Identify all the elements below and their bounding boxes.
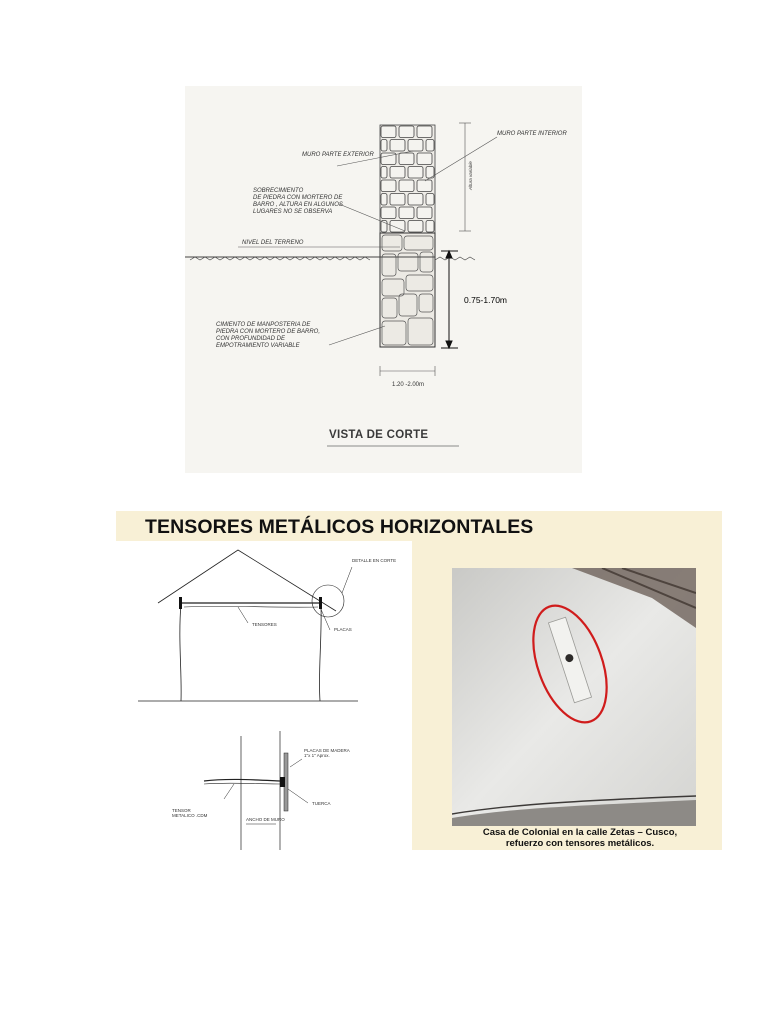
brick [381, 194, 387, 206]
caption-line-1: Casa de Colonial en la calle Zetas – Cusco, [482, 827, 678, 838]
detail-leader [342, 567, 352, 593]
detail-tensor-rod-2 [204, 783, 280, 784]
label-tuerca: TUERCA [312, 801, 331, 806]
section-title: VISTA DE CORTE [329, 429, 429, 441]
brick [417, 207, 432, 219]
brick [417, 180, 432, 192]
wall-photo [452, 568, 696, 826]
label-nivel-terreno: NIVEL DEL TERRENO [242, 240, 304, 246]
brick [399, 207, 414, 219]
brick [408, 194, 423, 206]
brick [399, 126, 414, 138]
label-tensores: TENSORES [252, 622, 277, 627]
brick [408, 221, 423, 233]
foundation-width-label: 1.20 -2.00m [392, 382, 425, 388]
roof-outline [158, 550, 336, 611]
brick [408, 140, 423, 152]
tensors-drawing [108, 541, 412, 850]
photo-caption [460, 827, 700, 849]
brick [381, 126, 396, 138]
label-muro-interior: MURO PARTE INTERIOR [497, 131, 567, 137]
label-tensor-metalico: TENSOR METALICO .CDM [172, 808, 208, 818]
brick [390, 167, 405, 179]
brick [381, 140, 387, 152]
caption-line-2: refuerzo con tensores metálicos. [505, 838, 655, 849]
brick [381, 167, 387, 179]
brick [381, 180, 396, 192]
plates [179, 597, 322, 811]
label-altura-variable: Altura variable [468, 161, 473, 190]
tensors-section [108, 511, 722, 850]
brick [390, 140, 405, 152]
left-plate [179, 597, 182, 609]
brick [399, 153, 414, 165]
wall-photo-svg [452, 568, 696, 826]
placas-madera-leader [290, 759, 302, 767]
brick [390, 194, 405, 206]
label-ancho-muro: ANCHO DE MURO [246, 817, 285, 822]
depth-dimension [441, 251, 458, 348]
brick [426, 194, 434, 206]
tuerca-leader [288, 789, 308, 803]
label-placas-madera: PLACAS DE MADERA 1"x 1" Aprox. [304, 748, 350, 758]
right-wall-outline [319, 603, 321, 701]
width-dimension [380, 366, 435, 376]
brick [417, 126, 432, 138]
brick [399, 180, 414, 192]
brick [426, 140, 434, 152]
label-muro-exterior: MURO PARTE EXTERIOR [302, 152, 374, 158]
label-detalle: DETALLE EN CORTE [352, 558, 397, 563]
tensor-metalico-leader [224, 784, 234, 799]
tensores-leader [238, 607, 248, 623]
label-cimiento: CIMIENTO DE MANPOSTERIA DE PIEDRA CON MORTERO DE BARRO, CON PROFUNDIDAD DE EMPOTRAMIENTO VARIABLE [216, 322, 321, 349]
brick [381, 207, 396, 219]
wall-section-svg [185, 86, 582, 473]
detail-tensor-rod [204, 779, 280, 781]
tensor-rod-shadow [184, 606, 318, 607]
foundation-depth-label: 0.75-1.70m [464, 295, 507, 305]
left-wall-outline [180, 603, 181, 701]
label-placas: PLACAS [334, 627, 352, 632]
right-plate [319, 597, 322, 609]
detail-circle [312, 585, 344, 617]
tensors-title: TENSORES METÁLICOS HORIZONTALES [145, 516, 534, 538]
nut [280, 777, 285, 787]
label-sobrecimiento: SOBRECIMIENTO DE PIEDRA CON MORTERO DE BARRO , ALTURA EN ALGUNOS LUGARES NO SE OBSERVA [253, 188, 343, 215]
brick [426, 221, 434, 233]
brick [408, 167, 423, 179]
brick [417, 153, 432, 165]
wall-section-drawing [185, 86, 582, 473]
